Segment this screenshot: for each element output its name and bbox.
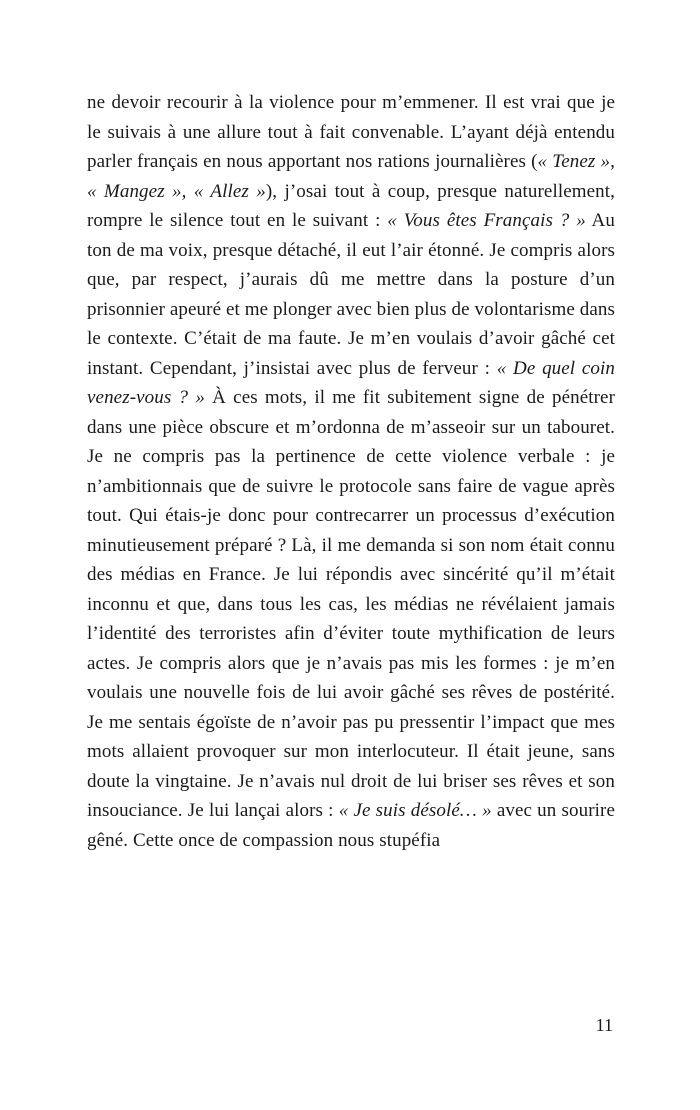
body-text: ), j’osai tout à coup, presque naturellement, rompre le silence tout en le suivant : [87, 180, 615, 231]
quoted-phrase: « De quel coin venez-vous ? » [87, 357, 615, 408]
body-text: À ces mots, il me fit subitement signe de pénétrer dans une pièce obscure et m’ordonna de m’asseoir sur un tabouret. Je ne compris pas la pertinence de cette violence verbale : je n’ambitionnais que de suivre le protocole sans faire de vague après tout. Qui étais-je donc pour contrecarrer un processus d’exécution minutieusement préparé ? Là, il me demanda si son nom était connu des médias en France. Je lui répondis avec sincérité qu’il m’était inconnu et que, dans tous les cas, les médias ne révélaient jamais l’identité des terroristes afin d’éviter toute mythification de leurs actes. Je compris alors que je n’avais pas mis les formes : je m’en voulais une nouvelle fois de lui avoir gâché ses rêves de postérité. Je me sentais égoïste de n’avoir pas pu pressentir l’impact que mes mots allaient provoquer sur mon interlocuteur. Il était jeune, sans doute la vingtaine. Je n’avais nul droit de lui briser ses rêves et son insouciance. Je lui lançai alors : [87, 387, 616, 821]
body-text: avec un sourire gêné. Cette once de compassion nous stupéfia [87, 800, 615, 851]
page-number: 11 [595, 1015, 613, 1035]
body-paragraph [87, 88, 615, 855]
body-text: Au ton de ma voix, presque détaché, il eut l’air étonné. Je compris alors que, par respect, j’aurais dû me mettre dans la posture d’un prisonnier apeuré et me plonger avec bien plus de volontarisme dans le contexte. C’était de ma faute. Je m’en voulais d’avoir gâché cet instant. Cependant, j’insistai avec plus de ferveur : [87, 210, 615, 379]
quoted-phrase: « Je suis désolé… » [338, 800, 492, 821]
quoted-phrase: « Vous êtes Français ? » [387, 210, 586, 231]
body-text: ne devoir recourir à la violence pour m’emmener. Il est vrai que je le suivais à une allure tout à fait convenable. L’ayant déjà entendu parler français en nous apportant nos rations journalières ( [87, 92, 615, 172]
quoted-phrase: « Tenez », « Mangez », « Allez » [87, 151, 615, 202]
